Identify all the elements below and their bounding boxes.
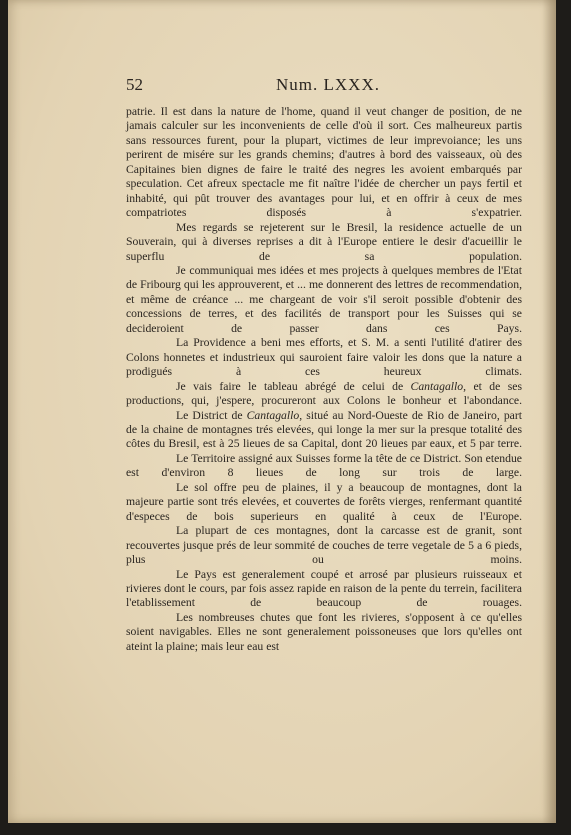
- paragraph-4: La Providence a beni mes efforts, et S. M. a senti l'utilité d'atirer des Colons honnetes et industrieux qui sauroient faire valoir les dons que la nature a prodigués à ces heureux climats.: [126, 336, 522, 379]
- book-page: [8, 0, 556, 823]
- paragraph-11: Les nombreuses chutes que font les rivieres, s'opposent à ce qu'elles soient navigables. Elles ne sont generalement poissoneuses que lors qu'elles ont ateint la plaine; mais leur eau est: [126, 610, 522, 653]
- paragraph-7: Le Territoire assigné aux Suisses forme la tête de ce District. Son etendue est d'environ 8 lieues de long sur trois de large.: [126, 451, 522, 480]
- paragraph-9: La plupart de ces montagnes, dont la carcasse est de granit, sont recouvertes jusque prés de leur sommité de couches de terre vegetale de 5 a 6 pieds, plus ou moins.: [126, 524, 522, 567]
- page-spine-shadow: [542, 0, 556, 823]
- page-number: 52: [126, 75, 143, 94]
- paragraph-8: Le sol offre peu de plaines, il y a beaucoup de montagnes, dont la majeure partie sont trés elevées, et couvertes de forêts vierges, renfermant quantité d'especes de bois superieurs en qualité à ceux de l'Europe.: [126, 480, 522, 523]
- page-header: [126, 75, 526, 97]
- paragraph-6: [126, 409, 522, 452]
- paragraph-2: Mes regards se rejeterent sur le Bresil, la residence actuelle de un Souverain, qui à diverses reprises a dit à l'Europe entiere le desir d'acueillir le superflu de sa population.: [126, 220, 522, 263]
- body-text: [126, 105, 522, 654]
- running-title: Num. LXXX.: [276, 75, 380, 94]
- paragraph-5-end: , et de ses productions, qui, j'espere, procureront aux Colons le bonheur et l'abondance.: [126, 379, 522, 408]
- place-name-italic: Cantagallo: [246, 408, 300, 422]
- paragraph-5: [126, 380, 522, 409]
- paragraph-3: Je communiquai mes idées et mes projects à quelques membres de l'Etat de Fribourg qui les approuverent, et ... me donnerent des lettres de recommendation, et même de créance ... me chargeant de voir s'il seroit possible d'obtenir des concessions de terres, et des facilités de transport pour les Suisses qui se decideroient de passer dans ces Pays.: [126, 263, 522, 335]
- paragraph-6-start: Le District de: [176, 408, 247, 422]
- place-name-italic: Cantagallo: [410, 379, 464, 393]
- paragraph-5-start: Je vais faire le tableau abrégé de celui de: [176, 379, 411, 393]
- paragraph-1: patrie. Il est dans la nature de l'home, quand il veut changer de position, de ne jamais calculer sur les inconvenients de celle d'où il sort. Ces malheureux partis sans ressources furent, pour la plupart, victimes de leur imprevoiance; les uns perirent de misére sur les grands chemins; d'autres à bord des vaisseaux, où des Capitaines bien dignes de faire le traité des negres les avoient embarqués par speculation. Cet afreux spectacle me fit naître l'idée de chercher un pays fertil et inhabité, qui pût trouver des avantages pour lui, et en offrir à ceux de mes compatriotes disposés à s'expatrier.: [126, 105, 522, 220]
- paragraph-10: Le Pays est generalement coupé et arrosé par plusieurs ruisseaux et rivieres dont le cours, par fois assez rapide en raison de la pente du terrein, facilitera l'etablissement de beaucoup de rouages.: [126, 567, 522, 610]
- paragraph-6-end: , situé au Nord-Oueste de Rio de Janeiro, part de la chaine de montagnes trés elevées, qui longe la mer sur la presque totalité des côtes du Bresil, est à 25 lieues de sa Capital, dont 20 lieues par eaux, et 5 par terre.: [126, 408, 523, 451]
